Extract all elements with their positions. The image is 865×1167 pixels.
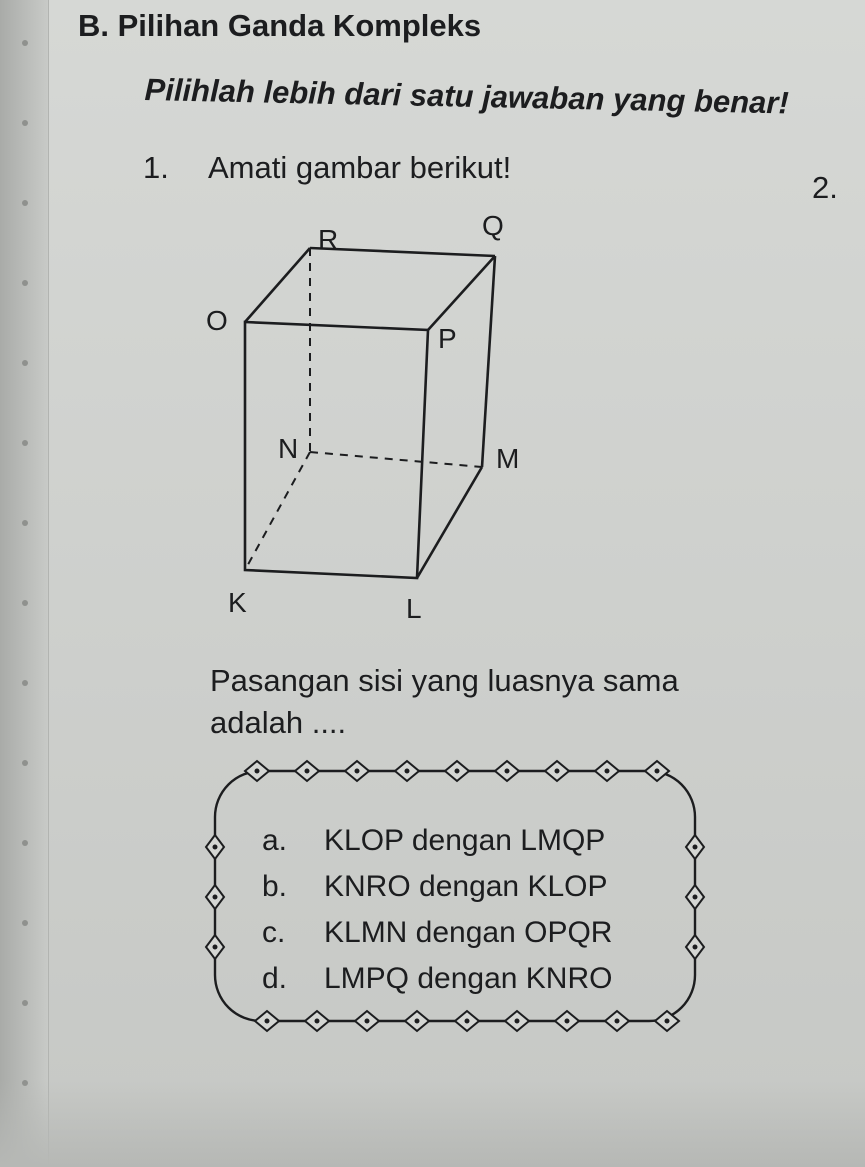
- rectangular-prism-figure: [190, 215, 550, 635]
- prism-hidden-edges: [245, 248, 482, 570]
- option-letter: a.: [262, 824, 288, 857]
- vertex-label-R: R: [318, 224, 339, 255]
- answer-option-b[interactable]: [262, 864, 612, 910]
- question-1-line-2: adalah ....: [210, 705, 347, 740]
- vertex-label-P: P: [438, 323, 457, 354]
- vertex-label-Q: Q: [482, 215, 504, 241]
- vertex-label-L: L: [406, 593, 422, 624]
- vertex-label-K: K: [228, 587, 247, 618]
- edge-N-M: [310, 452, 482, 467]
- answer-options-list: [262, 818, 612, 1002]
- book-spine: [0, 0, 49, 1167]
- spine-stitch: [22, 360, 28, 366]
- spine-stitch: [22, 760, 28, 766]
- question-1-text: [210, 660, 770, 744]
- edge-Q-M: [482, 256, 495, 467]
- spine-stitch: [22, 40, 28, 46]
- spine-stitch: [22, 600, 28, 606]
- front-face-edges: [245, 322, 428, 578]
- question-2-number: 2.: [812, 170, 838, 205]
- spine-stitch: [22, 920, 28, 926]
- spine-stitch: [22, 520, 28, 526]
- option-letter: c.: [262, 916, 286, 949]
- section-title: B. Pilihan Ganda Kompleks: [78, 8, 482, 43]
- page-bottom-shadow: [0, 1080, 865, 1167]
- answer-option-c[interactable]: [262, 910, 612, 956]
- edge-Q-P: [428, 256, 495, 330]
- option-text: KLOP dengan LMQP: [324, 824, 606, 857]
- spine-stitch: [22, 1000, 28, 1006]
- prism-solid-edges: [245, 248, 495, 578]
- spine-stitch: [22, 200, 28, 206]
- question-1-line-1: Pasangan sisi yang luasnya sama: [210, 663, 679, 698]
- answer-option-d[interactable]: [262, 956, 612, 1002]
- option-letter: b.: [262, 870, 288, 903]
- question-1-prompt: Amati gambar berikut!: [208, 150, 512, 185]
- option-text: KLMN dengan OPQR: [324, 916, 613, 949]
- question-1-number: 1.: [143, 150, 169, 185]
- spine-stitch: [22, 280, 28, 286]
- option-text: KNRO dengan KLOP: [324, 870, 608, 903]
- spine-stitch: [22, 680, 28, 686]
- section-instruction: Pilihlah lebih dari satu jawaban yang benar!: [144, 72, 790, 121]
- vertex-label-M: M: [496, 443, 520, 474]
- vertex-label-O: O: [206, 305, 228, 336]
- vertex-label-N: N: [278, 433, 299, 464]
- edge-N-K: [245, 452, 310, 570]
- edge-O-R: [245, 248, 310, 322]
- option-letter: d.: [262, 962, 288, 995]
- option-text: LMPQ dengan KNRO: [324, 962, 613, 995]
- spine-stitch: [22, 440, 28, 446]
- spine-stitch: [22, 120, 28, 126]
- edge-M-L: [417, 467, 482, 578]
- answer-option-a[interactable]: [262, 818, 612, 864]
- spine-stitch: [22, 840, 28, 846]
